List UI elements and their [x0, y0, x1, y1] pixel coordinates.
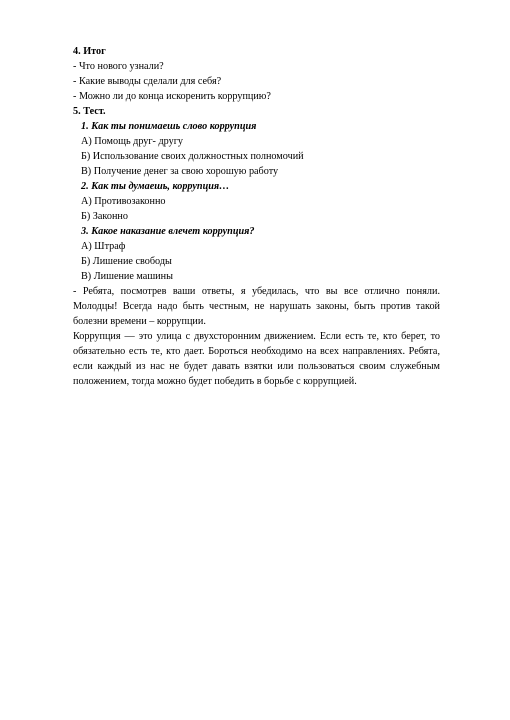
- summary-question-2: - Какие выводы сделали для себя?: [73, 76, 222, 87]
- summary-question-1: - Что нового узнали?: [73, 61, 164, 72]
- test-question-2: 2. Как ты думаешь, коррупция…: [81, 181, 230, 192]
- section-5-heading: 5. Тест.: [73, 106, 106, 117]
- test-option-1b: Б) Использование своих должностных полномочий: [81, 151, 304, 162]
- test-option-2b: Б) Законно: [81, 211, 128, 222]
- corruption-definition-paragraph: Коррупция — это улица с двухсторонним движением. Если есть те, кто берет, то обязательно есть те, кто дает. Бороться необходимо на всех направлениях. Ребята, если каждый из нас не будет давать взятки или пользоваться своим служебным положением, тогда можно будет победить в борьбе с коррупцией.: [73, 331, 440, 387]
- test-question-1: 1. Как ты понимаешь слово коррупция: [81, 121, 257, 132]
- test-option-1a: А) Помощь друг- другу: [81, 136, 183, 147]
- test-option-3a: А) Штраф: [81, 241, 126, 252]
- test-option-3c: В) Лишение машины: [81, 271, 173, 282]
- summary-question-3: - Можно ли до конца искоренить коррупцию?: [73, 91, 271, 102]
- section-4-heading: 4. Итог: [73, 46, 106, 57]
- test-option-2a: А) Противозаконно: [81, 196, 166, 207]
- test-option-3b: Б) Лишение свободы: [81, 256, 172, 267]
- test-option-1c: В) Получение денег за свою хорошую работу: [81, 166, 279, 177]
- teacher-conclusion-paragraph: - Ребята, посмотрев ваши ответы, я убедилась, что вы все отлично поняли. Молодцы! Всегда надо быть честным, не нарушать законы, быть против такой болезни времени – коррупции.: [73, 286, 440, 327]
- test-question-3: 3. Какое наказание влечет коррупция?: [81, 226, 255, 237]
